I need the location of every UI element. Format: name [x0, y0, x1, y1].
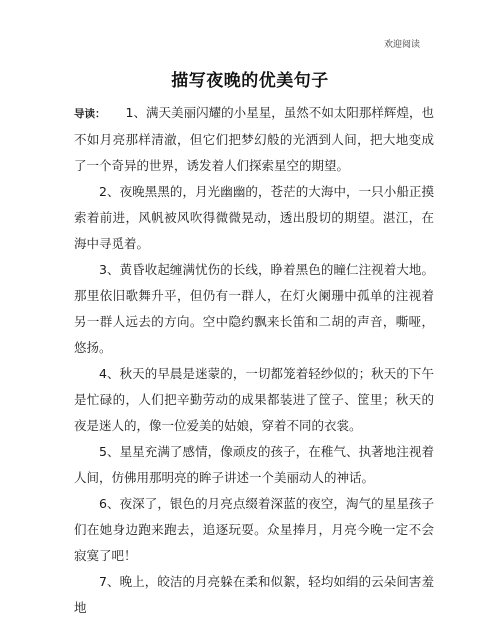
- paragraph-text: 1、满天美丽闪耀的小星星，虽然不如太阳那样辉煌，也不如月亮那样清澈，但它们把梦幻般的光洒到人间，把大地变成了一个奇异的世界，诱发着人们探索星空的期望。: [74, 105, 434, 173]
- header-note: 欢迎阅读: [383, 40, 420, 50]
- article-body: [74, 100, 434, 621]
- paragraph-1: [74, 100, 434, 179]
- paragraph-3: 3、黄昏收起缠满忧伤的长线，睁着黑色的瞳仁注视着大地。那里依旧歌舞升平，但仍有一群人，在灯火阑珊中孤单的注视着另一群人远去的方向。空中隐约飘来长笛和二胡的声音，嘶哑，悠扬。: [74, 262, 434, 355]
- paragraph-4: 4、秋天的早晨是迷蒙的，一切都笼着轻纱似的；秋天的下午是忙碌的，人们把辛勤劳动的成果都装进了筐子、筐里；秋天的夜是迷人的，像一位爱美的姑娘，穿着不同的衣裳。: [74, 366, 434, 433]
- paragraph-7: 7、晚上，皎洁的月亮躲在柔和似絮，轻均如绢的云朵间害羞地: [74, 574, 434, 615]
- paragraph-5: 5、星星充满了感情，像顽皮的孩子，在稚气、执著地注视着人间，仿佛用那明亮的眸子讲述一个美丽动人的神话。: [74, 444, 434, 485]
- paragraph-2: 2、夜晚黑黑的，月光幽幽的，苍茫的大海中，一只小船正摸索着前进，风帆被风吹得微微晃动，透出殷切的期望。湛江，在海中寻觅着。: [74, 184, 434, 251]
- paragraph-6: 6、夜深了，银色的月亮点缀着深蓝的夜空，淘气的星星孩子们在她身边跑来跑去，追逐玩耍。众星捧月，月亮今晚一定不会寂寞了吧！: [74, 496, 434, 563]
- lead-label: 导读：: [74, 108, 106, 120]
- page-title: 描写夜晚的优美句子: [171, 71, 329, 91]
